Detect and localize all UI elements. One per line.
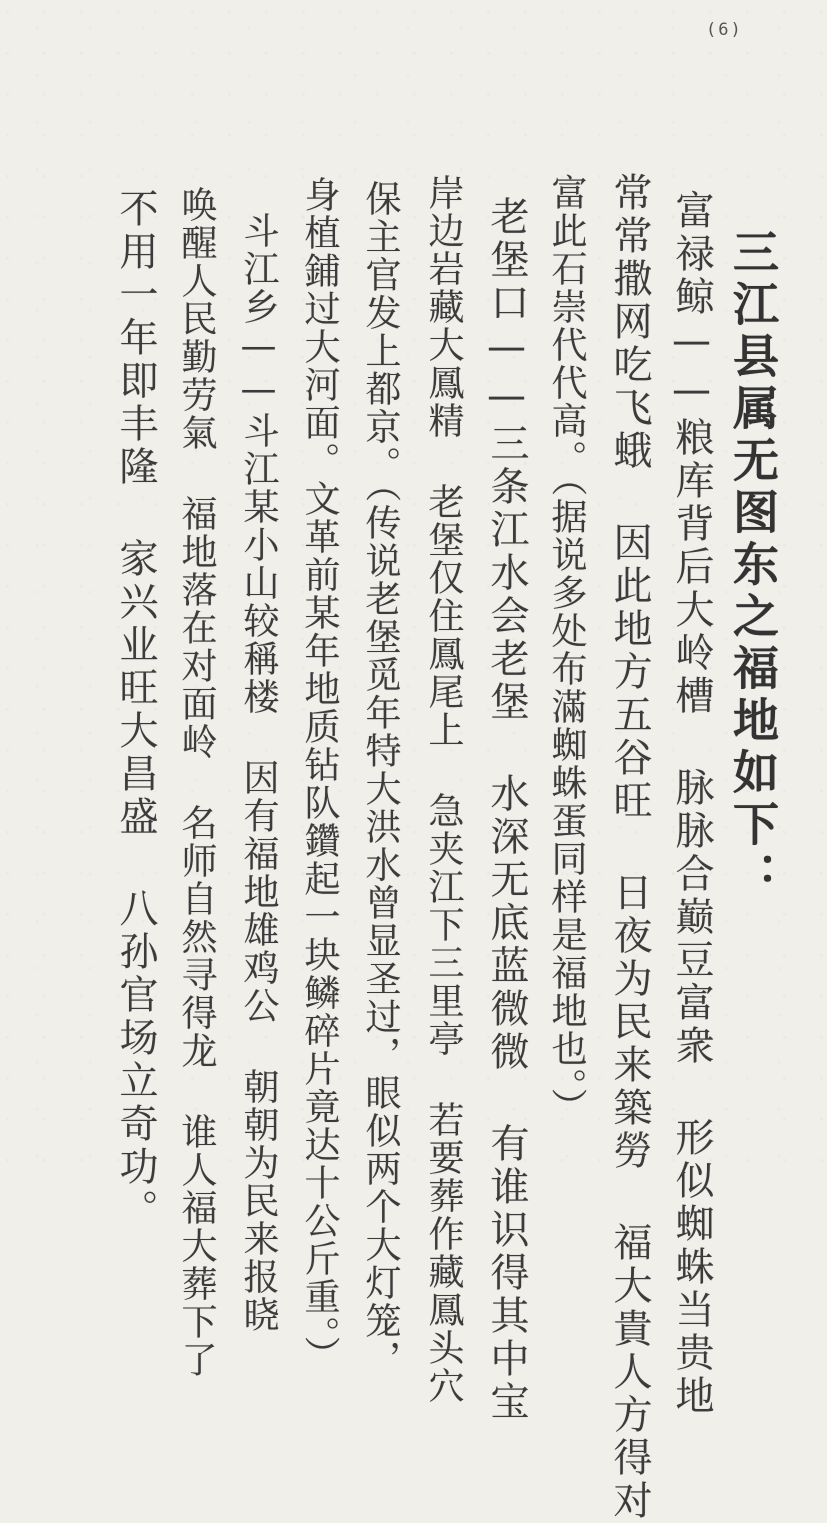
text-column-9: 唤醒人民勤劳氣 福地落在对面岭 名师自然寻得龙 谁人福大葬下了 xyxy=(176,186,217,1379)
text-column-3: 富此石崇代代高。（据说多处布滿蜘蛛蛋同样是福地也。） xyxy=(546,174,587,1126)
text-column-5: 岸边岩藏大鳳精 老堡仅住鳳尾上 急夹江下三里亭 若要葬作藏鳳头穴 xyxy=(423,174,464,1405)
text-column-2: 常常撒网吃飞蛾 因此地方五谷旺 日夜为民来築勞 福大貴人方得对 xyxy=(607,172,652,1523)
text-column-1: 富禄鲸——粮库背后大岭槽 脉脉合巅豆富衆 形似蜘蛛当贵地 xyxy=(669,190,714,1418)
page-number: (6) xyxy=(706,20,743,40)
text-column-4: 老堡口——三条江水会老堡 水深无底蓝微微 有谁识得其中宝 xyxy=(484,196,529,1424)
text-column-6: 保主官发上都京。（传说老堡觅年特大洪水曾显圣过，眼似两个大灯笼， xyxy=(360,180,401,1378)
text-column-8: 斗江乡——斗江某小山较稱楼 因有福地雄鸡公 朝朝为民来报晓 xyxy=(238,212,279,1334)
document-title: 三江县属无图东之福地如下： xyxy=(726,228,780,904)
text-column-10: 不用一年即丰隆 家兴业旺大昌盛 八孙官场立奇功。 xyxy=(113,188,158,1232)
text-column-7: 身植鋪过大河面。文革前某年地质钻队鑽起一块鳞碎片竟达十公斤重。） xyxy=(299,176,340,1374)
